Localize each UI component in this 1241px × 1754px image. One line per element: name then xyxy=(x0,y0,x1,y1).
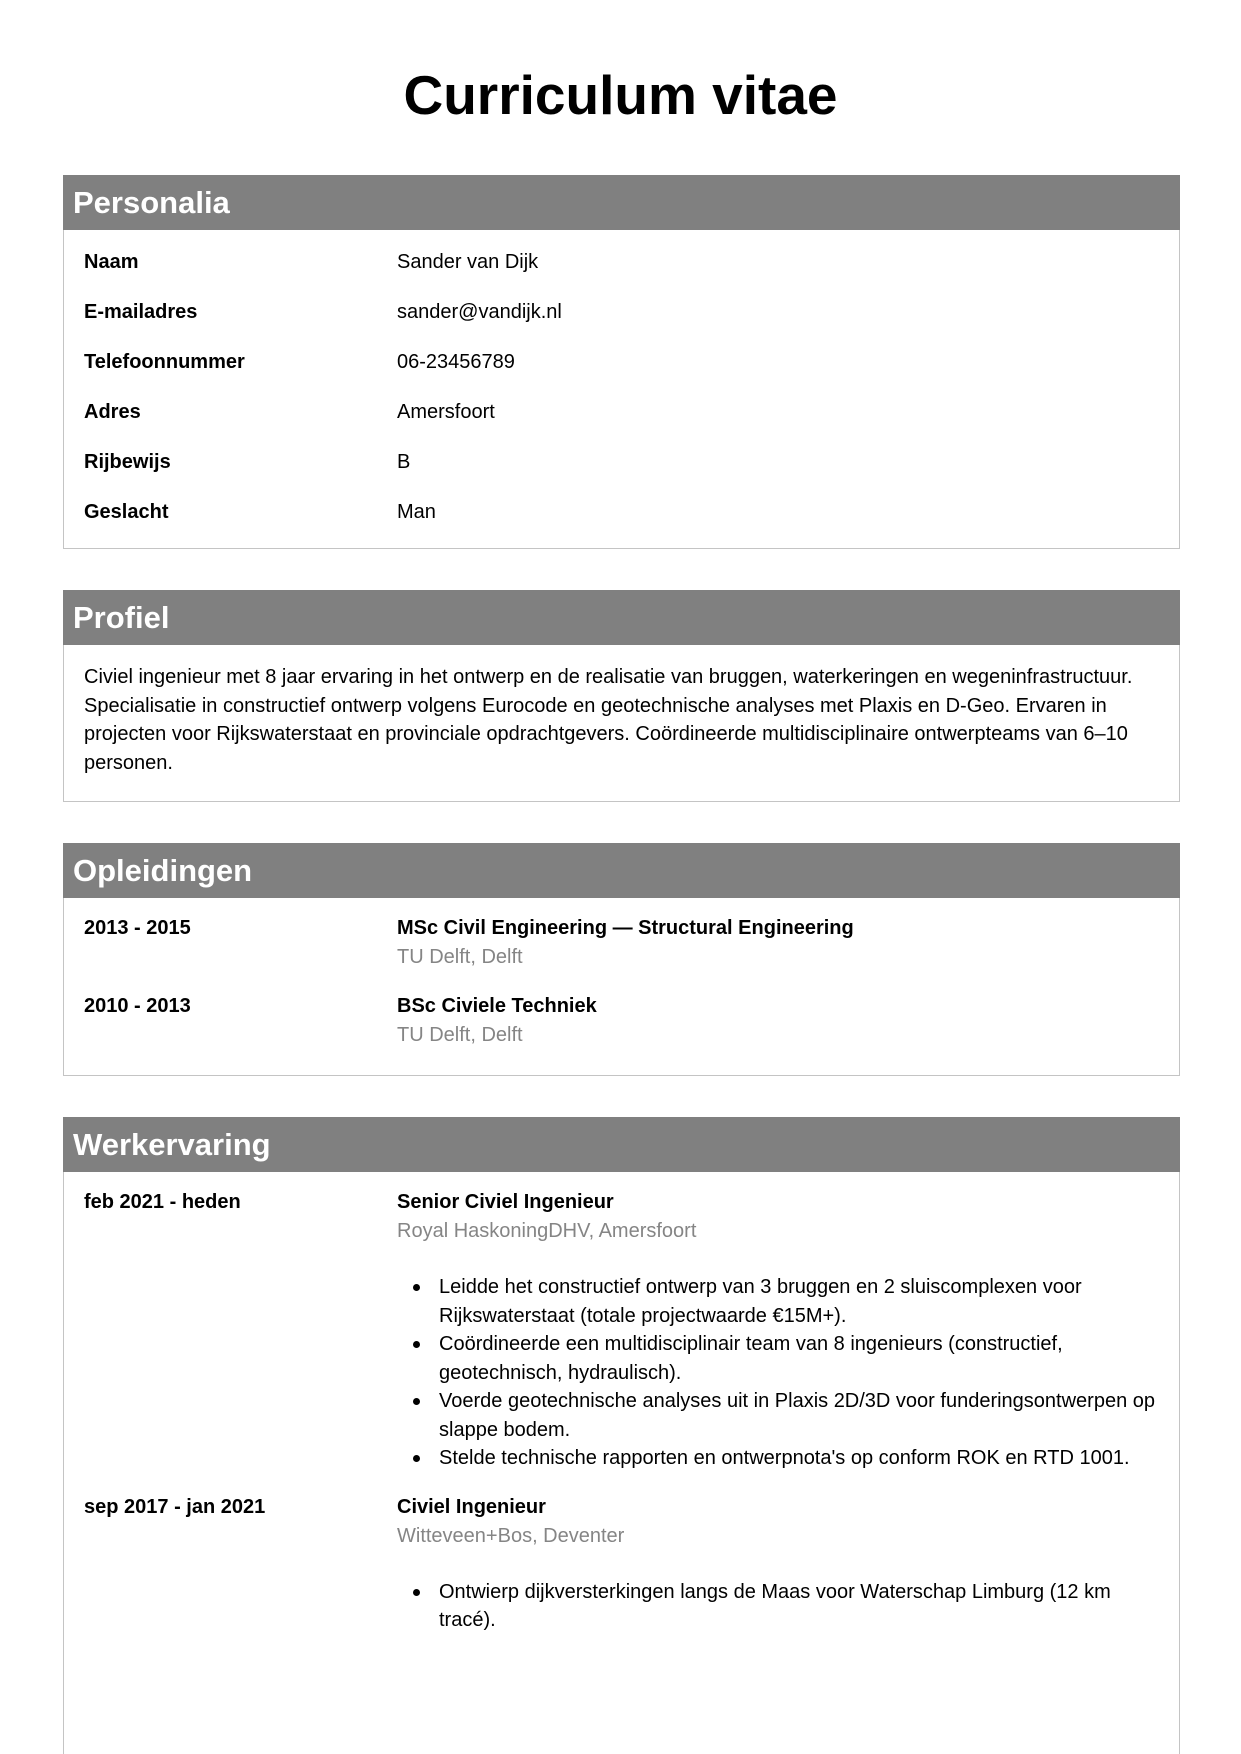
bullet-dot-icon xyxy=(413,1455,420,1462)
werkervaring-section xyxy=(63,1117,1180,1754)
personalia-header: Personalia xyxy=(63,175,1180,230)
profile-text: Civiel ingenieur met 8 jaar ervaring in het ontwerp en de realisatie van bruggen, waterkeringen en wegeninfrastructuur. Specialisatie in constructief ontwerp volgens Eurocode en geotechnische analyses met Plaxis en D-Geo. Ervaren in projecten voor Rijkswaterstaat en provinciale opdrachtgevers. Coördineerde multidisciplinaire ontwerpteams van 6–10 personen. xyxy=(84,666,1133,774)
work-company: Royal HaskoningDHV, Amersfoort xyxy=(397,1220,697,1242)
education-entry xyxy=(84,914,1159,972)
work-bullet: Voerde geotechnische analyses uit in Plaxis 2D/3D voor funderingsontwerpen op slappe bodem. xyxy=(397,1387,1159,1444)
personalia-row-address xyxy=(84,387,1159,437)
personalia-row-email xyxy=(84,287,1159,337)
education-period: 2010 - 2013 xyxy=(84,995,191,1017)
work-period: sep 2017 - jan 2021 xyxy=(84,1495,266,1518)
phone-value: 06-23456789 xyxy=(397,350,515,373)
gender-value: Man xyxy=(397,500,436,523)
work-title: Civiel Ingenieur xyxy=(397,1495,546,1518)
bullet-dot-icon xyxy=(413,1398,420,1405)
education-title: BSc Civiele Techniek xyxy=(397,995,597,1017)
opleidingen-section xyxy=(63,843,1180,1076)
page-title: Curriculum vitae xyxy=(403,64,838,126)
work-bullet: Leidde het constructief ontwerp van 3 bruggen en 2 sluiscomplexen voor Rijkswaterstaat (totale projectwaarde €15M+). xyxy=(397,1273,1159,1330)
education-institution: TU Delft, Delft xyxy=(397,1024,523,1046)
address-label: Adres xyxy=(84,400,141,423)
work-period: feb 2021 - heden xyxy=(84,1191,241,1213)
education-title: MSc Civil Engineering — Structural Engineering xyxy=(397,917,854,939)
work-bullet: Ontwierp dijkversterkingen langs de Maas voor Waterschap Limburg (12 km tracé). xyxy=(397,1578,1159,1635)
education-institution: TU Delft, Delft xyxy=(397,946,523,968)
name-label: Naam xyxy=(84,250,139,273)
email-value: sander@vandijk.nl xyxy=(397,300,562,323)
personalia-row-license xyxy=(84,437,1159,487)
work-company: Witteveen+Bos, Deventer xyxy=(397,1524,625,1547)
email-label: E-mailadres xyxy=(84,300,198,323)
work-bullets xyxy=(397,1273,1159,1473)
work-bullet: Coördineerde een multidisciplinair team van 8 ingenieurs (constructief, geotechnisch, hydraulisch). xyxy=(397,1330,1159,1387)
profiel-header: Profiel xyxy=(63,590,1180,645)
profiel-section xyxy=(63,590,1180,802)
personalia-row-gender xyxy=(84,487,1159,537)
bullet-dot-icon xyxy=(413,1341,420,1348)
work-title: Senior Civiel Ingenieur xyxy=(397,1191,614,1213)
gender-label: Geslacht xyxy=(84,500,169,523)
education-period: 2013 - 2015 xyxy=(84,917,191,939)
license-value: B xyxy=(397,450,411,473)
education-entry xyxy=(84,992,1159,1050)
bullet-dot-icon xyxy=(413,1284,420,1291)
personalia-section xyxy=(63,175,1180,549)
work-bullet: Stelde technische rapporten en ontwerpnota's op conform ROK en RTD 1001. xyxy=(397,1444,1159,1473)
opleidingen-header: Opleidingen xyxy=(63,843,1180,898)
werkervaring-header: Werkervaring xyxy=(63,1117,1180,1172)
phone-label: Telefoonnummer xyxy=(84,350,245,373)
personalia-row-name xyxy=(84,237,1159,287)
license-label: Rijbewijs xyxy=(84,450,171,473)
personalia-row-phone xyxy=(84,337,1159,387)
bullet-dot-icon xyxy=(413,1589,420,1596)
work-bullets xyxy=(397,1578,1159,1635)
name-value: Sander van Dijk xyxy=(397,250,539,273)
address-value: Amersfoort xyxy=(397,400,495,423)
work-entry xyxy=(84,1188,1159,1473)
work-entry xyxy=(84,1493,1159,1635)
